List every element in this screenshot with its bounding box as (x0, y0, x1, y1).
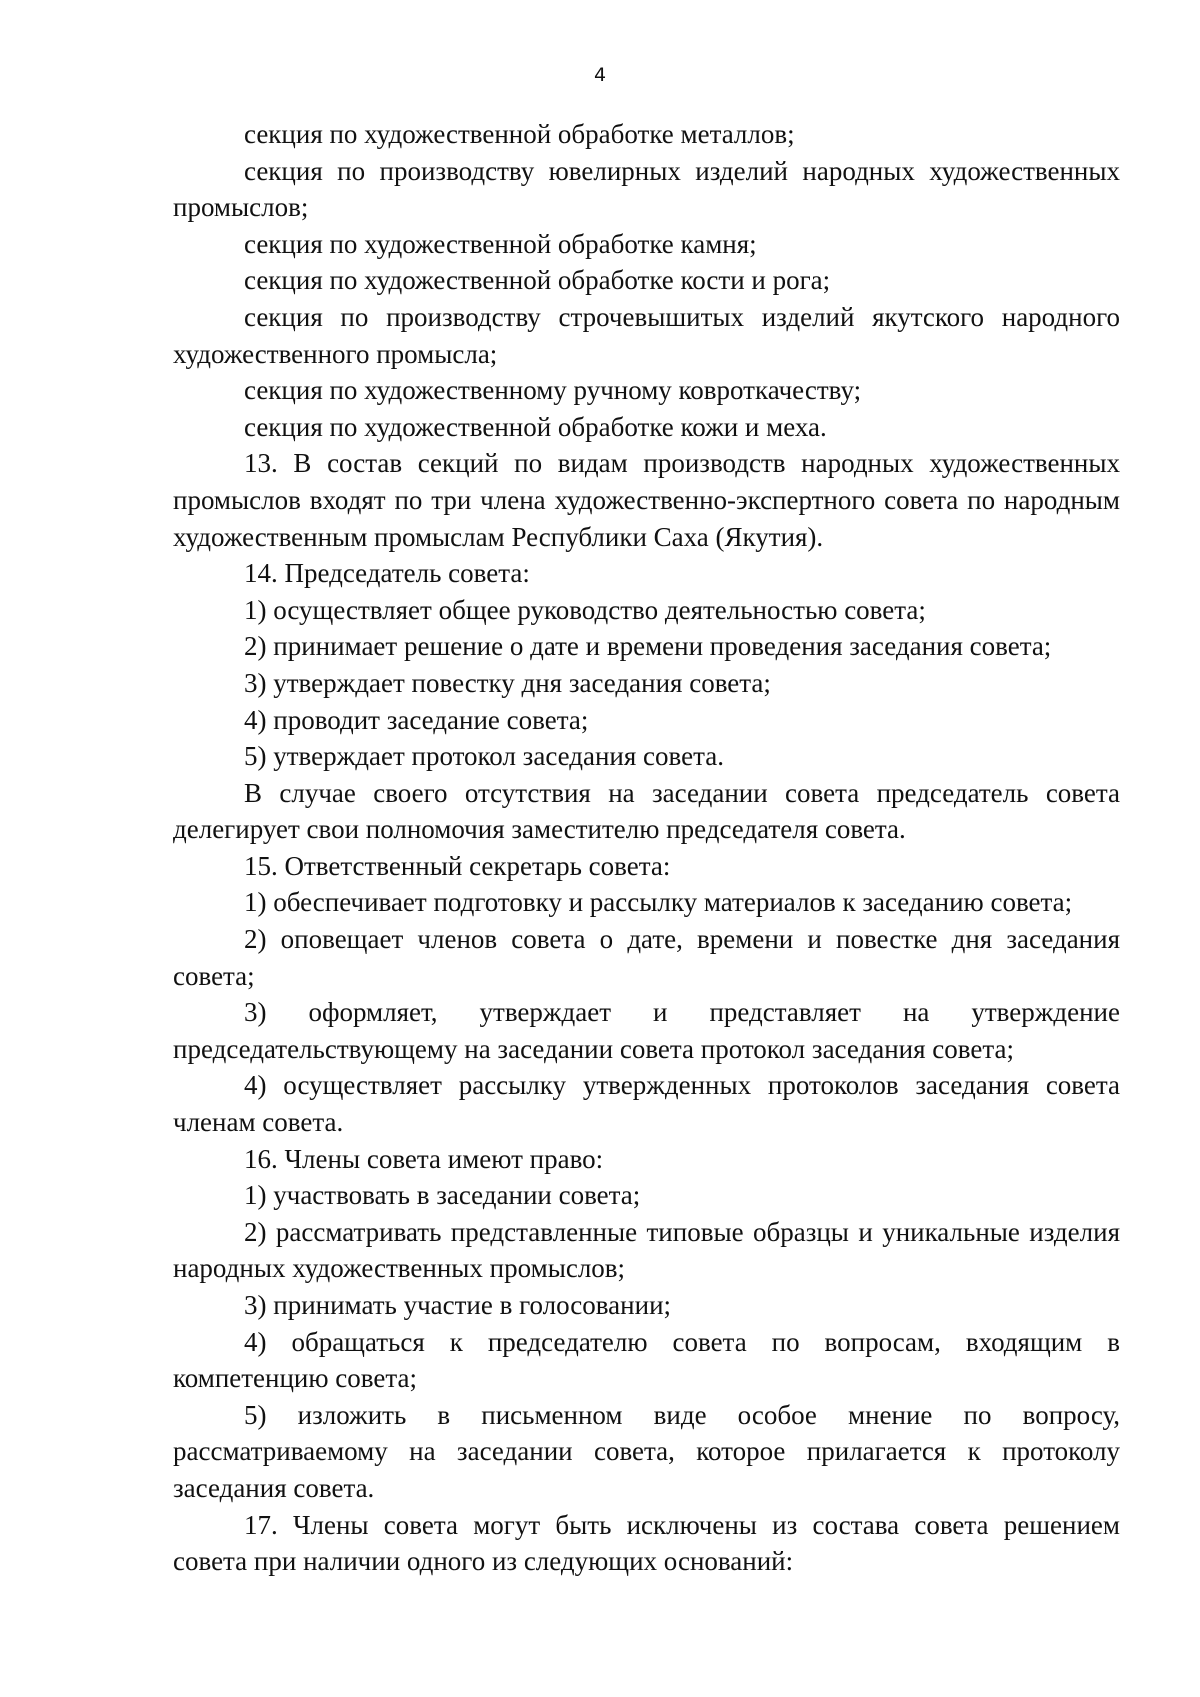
paragraph-item-15-1: 1) обеспечивает подготовку и рассылку материалов к заседанию совета; (244, 887, 1073, 918)
paragraph-section-metals: секция по художественной обработке металлов; (244, 119, 795, 149)
paragraph-item-14-2: 2) принимает решение о дате и времени проведения заседания совета; (244, 631, 1052, 662)
paragraph-item-15-heading: 15. Ответственный секретарь совета: (244, 850, 671, 881)
paragraph-item-14-absence: В случае своего отсутствия на заседании совета председатель совета делегирует свои полномочия заместителю председателя совета. (173, 777, 1120, 845)
paragraph-section-bone-horn: секция по художественной обработке кости и рога; (244, 265, 831, 296)
paragraph-item-13: 13. В состав секций по видам производств народных художественных промыслов входят по три члена художественно-экспертного совета по народным художественным промыслам Республики Саха (Якутия). (173, 448, 1120, 552)
paragraph-item-17: 17. Члены совета могут быть исключены из состава совета решением совета при наличии одного из следующих оснований: (173, 1509, 1120, 1577)
page-number: 4 (593, 64, 607, 86)
paragraph-item-14-3: 3) утверждает повестку дня заседания совета; (244, 667, 771, 698)
paragraph-section-leather-fur: секция по художественной обработке кожи и меха. (244, 411, 827, 442)
paragraph-section-jewelry: секция по производству ювелирных изделий народных художественных промыслов; (173, 155, 1120, 223)
paragraph-item-14-5: 5) утверждает протокол заседания совета. (244, 741, 724, 772)
paragraph-item-15-3: 3) оформляет, утверждает и представляет на утверждение председательствующему на заседании совета протокол заседания совета; (173, 997, 1120, 1064)
paragraph-item-15-4: 4) осуществляет рассылку утвержденных протоколов заседания совета членам совета. (173, 1070, 1120, 1138)
paragraph-item-16-heading: 16. Члены совета имеют право: (244, 1143, 604, 1174)
paragraph-section-carpet: секция по художественному ручному ковроткачеству; (244, 375, 862, 406)
paragraph-section-stone: секция по художественной обработке камня; (244, 228, 757, 259)
paragraph-section-embroidery: секция по производству строчевышитых изделий якутского народного художественного промысла; (173, 301, 1120, 369)
paragraph-item-14-heading: 14. Председатель совета: (244, 558, 530, 589)
paragraph-item-14-4: 4) проводит заседание совета; (244, 704, 589, 735)
paragraph-item-16-3: 3) принимать участие в голосовании; (244, 1290, 672, 1320)
paragraph-item-14-1: 1) осуществляет общее руководство деятельностью совета; (244, 594, 926, 625)
document-body (173, 116, 1120, 1580)
paragraph-item-16-5: 5) изложить в письменном виде особое мнение по вопросу, рассматриваемому на заседании совета, которое прилагается к протоколу заседания совета. (173, 1399, 1120, 1503)
paragraph-item-16-4: 4) обращаться к председателю совета по вопросам, входящим в компетенцию совета; (173, 1326, 1120, 1394)
paragraph-item-15-2: 2) оповещает членов совета о дате, времени и повестке дня заседания совета; (173, 924, 1120, 991)
paragraph-item-16-2: 2) рассматривать представленные типовые образцы и уникальные изделия народных художественных промыслов; (173, 1216, 1120, 1284)
paragraph-item-16-1: 1) участвовать в заседании совета; (244, 1180, 641, 1211)
